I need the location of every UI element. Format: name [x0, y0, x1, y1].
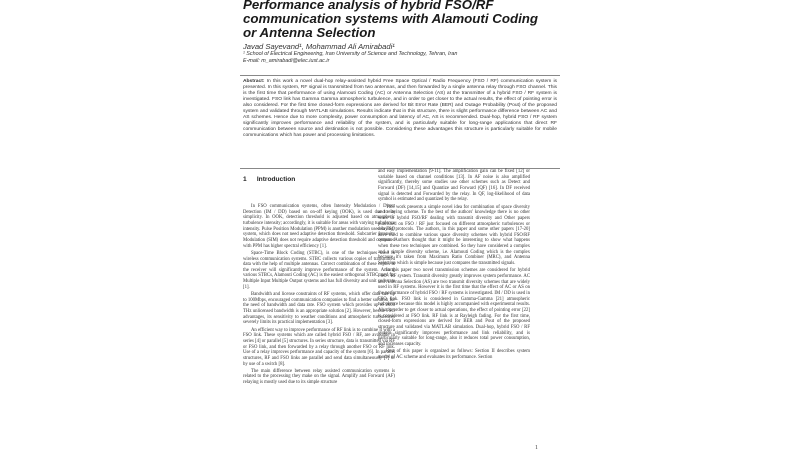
right-column [378, 169, 530, 362]
paragraph: The main difference between relay assisted communication systems is related to the processing they make on the signal. Amplify and Forward (AF) relaying is mostly used due to its simple structure [243, 368, 395, 386]
paper-title: Performance analysis of hybrid FSO/RF communication systems with Alamouti Coding or Antenna Selection [243, 0, 539, 40]
paragraph: In FSO communication systems, often Intensity Modulation / Direct Detection (IM / DD) based on on-off keying (OOK), is used due to its simplicity. In OOK, detection threshold is adjusted based on atmospheric turbulence intensity; accordingly, it is suitable for areas with varying turbulence intensity. Pulse Position Modulation (PPM) is another modulation used in FSO system, which does not need adaptive detection threshold. Subcarrier Intensity Modulation (SIM) does not require adaptive detection threshold and compared with PPM has higher spectral efficiency [1]. [243, 204, 395, 249]
paragraph: This work presents a simple novel idea for combination of space diversity and relaying scheme. To the best of the authors' knowledge there is no other work in hybrid FSO/RF dealing with transmit diversity and Other papers published on FSO / RF just focused on different atmospheric turbulences or relaying protocols. The authors, in this paper and some other papers [17-20] have tried to combine various space diversity schemes with hybrid FSO/RF system. Authors thought that it might be interesting to show what happens when these two techniques are combined. So they have considered a complex and a simple diversity scheme, i.e. Alamouti Coding which is the complex because it's taken from Maximum Ratio Combiner (MRC), and Antenna Selection which is simple because just compares the transmitted signals. [378, 204, 530, 267]
author-names: Javad Sayevand¹, Mohammad Ali Amirabadi¹ [243, 42, 395, 51]
paragraph: Bandwidth and license constraints of RF systems, which offer data rate up to 100Mbps, encouraged communication companies to find a better solution for the need of bandwidth and data rate. FSO system which provides up to 2000 THz unlicensed bandwidth is an appropriate solution [2]. However, beside FSO advantages, its sensitivity to weather conditions and atmospheric turbulences severely limits its practical implementation [3]. [243, 292, 395, 326]
paragraph: In this paper two novel transmission schemes are considered for hybrid FSO / RF system. Transmit diversity greatly improves system performance. AC and Antenna Selection (AS) are two transmit diversity schemes that are widely used in RF systems. However it is the first time that the effect of AC or AS on the performance of hybrid FSO / RF systems is investigated. IM / DD is used in FSO link. FSO link is considered in Gamma-Gamma [21] atmospheric turbulence because this model is highly accompanied with experimental results. Also in order to get closer to actual operations, the effect of pointing error [22] is considered at FSO link. RF link is at Rayleigh fading. For the first time, closed-form expressions are derived for BER and Pout of the proposed structure and validated via MATLAB simulation. Dual-hop, hybrid FSO / RF system significantly improves performance and link reliability, and is particularly suitable for long-range, also it reduces total power consumption, and increases capacity. [378, 268, 530, 347]
abstract-label: Abstract: [243, 79, 265, 84]
author-block [243, 43, 643, 64]
author-email: E-mail: m_amirabadi@elec.iust.ac.ir [243, 57, 330, 64]
section-heading [243, 176, 295, 183]
section-number: 1 [243, 176, 247, 183]
paragraph: and easy implementation [9-11]. The amplification gain can be fixed [12] or variable based on channel conditions [13]. In AF noise is also amplified significantly, thereby some studies use other schemes such as Detect and Forward (DF) [14,15] and Quantize and Forward (QF) [16]. In DF received signal is detected and Forwarded by the relay. In QF, log-likelihood of data symbol is estimated and quantized by the relay. [378, 169, 530, 203]
section-title: Introduction [256, 176, 296, 183]
abstract-text: In this work a novel dual-hop relay-assisted hybrid Free Space Optical / Radio Frequency (FSO / RF) communication system is presented. In this system, RF signal is transmitted from two antennas, and then forwarded by a single antenna relay through FSO channel. This is the first time that performance of using Alamouti Coding (AC) or Antenna Selection (AS) at the transmitter of a hybrid FSO / RF system is investigated. FSO link has Gamma Gamma atmospheric turbulence, and in order to get closer to the actual results, the effect of pointing error is also considered. For the first time closed-form expressions are derived for Bit Error Rate (BER) and Outage Probability (Pout) of the proposed system and validated through MATLAB simulations. Results indicate that in this structure, there is slight performance difference between AC and AS schemes. Hence due to more complexity, power consumption and latency of AC, AS is recommended. Dual-hop, hybrid FSO / RF system significantly improves performance and reliability of the system, and is particularly suitable for long-range applications that direct RF communication between source and destination is not possible. Considering these advantages this structure is particularly suitable for mobile communications which has power and processing limitations. [243, 79, 558, 139]
paragraph: An efficient way to improve performance of RF link is to combine it with a FSO link. These systems which are called hybrid FSO / RF, are available in series [4] or parallel [5] structures. In series structure, data is transmitted via RF or FSO link, and then forwarded by a relay through another FSO or RF link. Use of a relay improves performance and capacity of the system [6]. In parallel structures, RF and FSO links are parallel and send data simultaneously [7] or by use of a switch [8]. [243, 327, 395, 367]
paragraph: Space-Time Block Coding (STBC), is one of the techniques used in wireless communication systems. STBC collects various copies of transmitted data with the help of multiple antennas. Correct combination of these copies at the receiver will significantly improve performance of the system. Among various STBCs, Alamouti Coding (AC) is the easiest orthogonal STBC used for Multiple Input Multiple Output systems and has full diversity and unit code rate [1]. [243, 250, 395, 290]
paragraph: Rest of this paper is organized as follows: Section II describes system model of AC scheme and evaluates its performance. Section [378, 349, 530, 360]
abstract [243, 79, 557, 139]
page-number: 1 [535, 445, 538, 451]
author-affiliation: ¹ School of Electrical Engineering, Iran University of Science and Technology, Tehran, Iran [243, 51, 458, 57]
left-column [243, 204, 395, 387]
